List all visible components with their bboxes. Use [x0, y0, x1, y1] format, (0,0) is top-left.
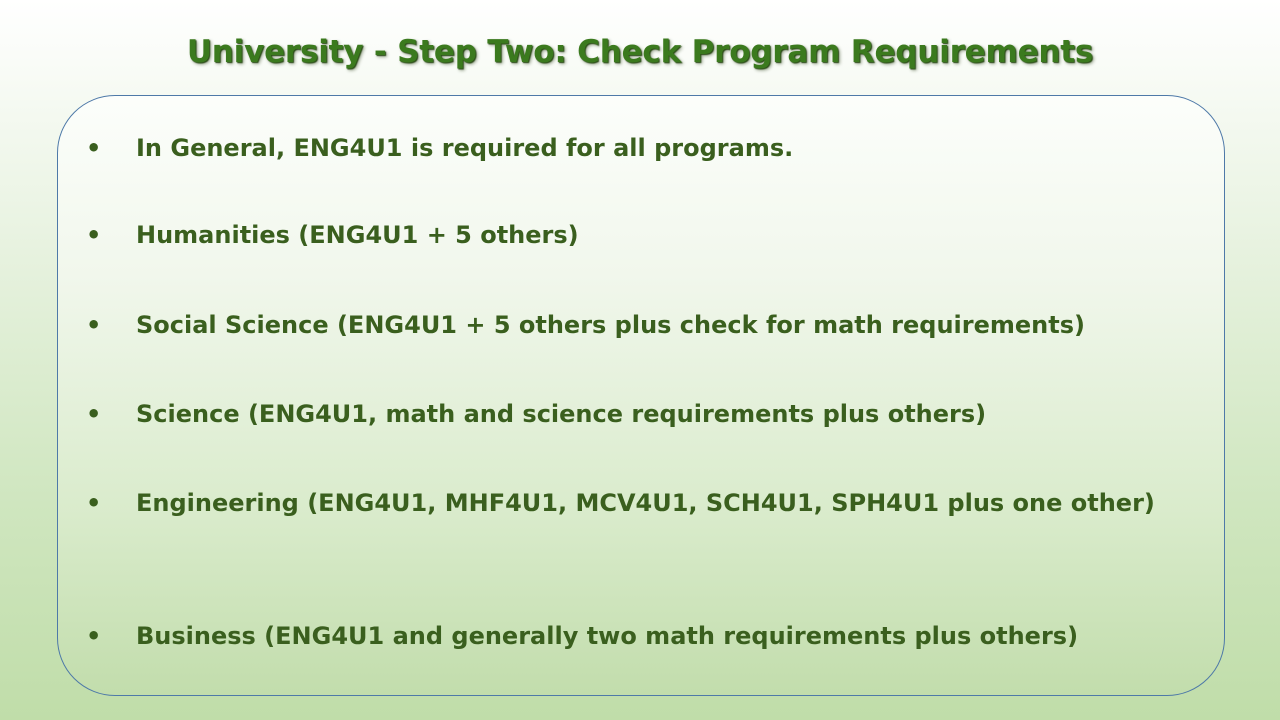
bullet-dot-icon: • — [86, 311, 102, 339]
bullet-item-science — [86, 396, 1212, 433]
bullet-dot-icon: • — [86, 221, 102, 249]
bullet-text: Science (ENG4U1, math and science requirements plus others) — [136, 400, 987, 428]
bullet-item-business — [86, 618, 1212, 655]
bullet-item-engineering — [86, 485, 1212, 522]
bullet-text: Humanities (ENG4U1 + 5 others) — [136, 221, 579, 249]
bullet-dot-icon: • — [86, 400, 102, 428]
bullet-dot-icon: • — [86, 622, 102, 650]
slide-title: University - Step Two: Check Program Requirements — [186, 34, 1094, 70]
content-box — [57, 95, 1225, 696]
bullet-dot-icon: • — [86, 134, 102, 162]
bullet-list — [58, 96, 1224, 695]
bullet-text: Business (ENG4U1 and generally two math requirements plus others) — [136, 622, 1079, 650]
bullet-item-social-science — [86, 307, 1212, 344]
bullet-item-humanities — [86, 217, 1212, 254]
bullet-item-general — [86, 130, 1212, 167]
bullet-text: In General, ENG4U1 is required for all programs. — [136, 134, 794, 162]
bullet-text: Engineering (ENG4U1, MHF4U1, MCV4U1, SCH4U1, SPH4U1 plus one other) — [136, 489, 1155, 517]
bullet-text: Social Science (ENG4U1 + 5 others plus check for math requirements) — [136, 311, 1085, 339]
bullet-dot-icon: • — [86, 489, 102, 517]
